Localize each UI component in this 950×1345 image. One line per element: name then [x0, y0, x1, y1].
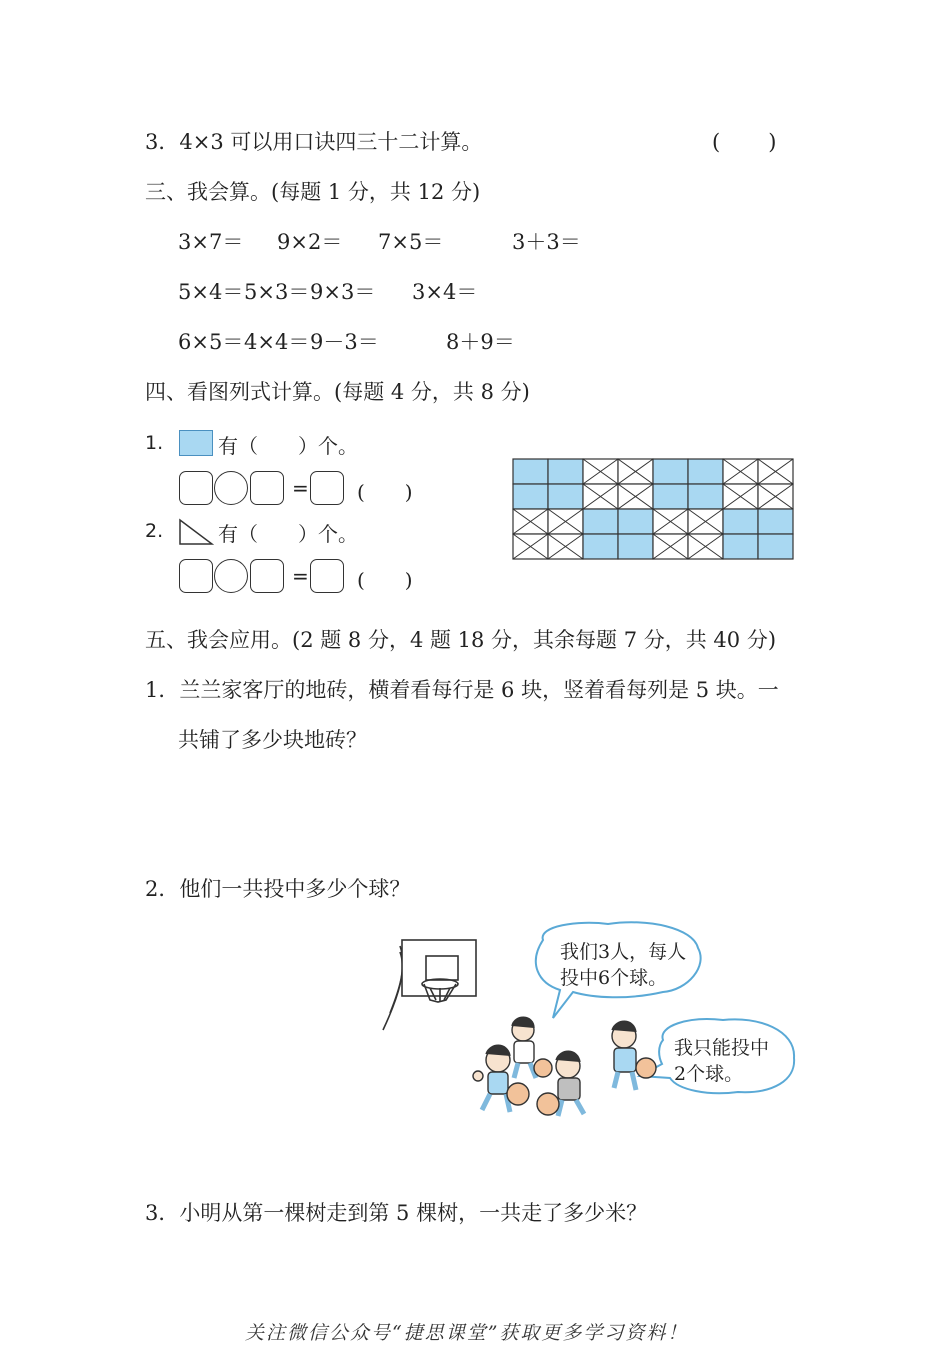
calc-item: 4×4＝ [244, 330, 310, 354]
blank-box[interactable] [179, 471, 213, 505]
blank-box[interactable] [250, 559, 284, 593]
crossed-tile [618, 459, 653, 484]
crossed-tile [583, 484, 618, 509]
calc-item: 3＋3＝ [512, 230, 581, 254]
q1-count-text: 有（ ）个。 [218, 434, 358, 458]
crossed-tile [583, 459, 618, 484]
unit-paren: ( ) [357, 568, 413, 592]
section-3-title: 三、我会算。(每题 1 分，共 12 分) [145, 180, 481, 204]
calc-item: 7×5＝ [378, 230, 444, 254]
bubble-2-line2: 2个球。 [674, 1063, 744, 1085]
footer-note: 关注微信公众号“捷思课堂”获取更多学习资料！ [245, 1322, 689, 1344]
q2-number: 2. [145, 520, 164, 542]
blue-tile [513, 459, 548, 484]
crossed-tile [513, 509, 548, 534]
calc-item: 9×2＝ [277, 230, 343, 254]
blue-tile [548, 484, 583, 509]
calc-item: 3×7＝ [178, 230, 244, 254]
calc-item: 3×4＝ [412, 280, 478, 304]
calc-item: 5×4＝ [178, 280, 244, 304]
blue-tile [723, 509, 758, 534]
equals-sign: = [292, 476, 309, 500]
unit-paren: ( ) [357, 480, 413, 504]
word-problem-2: 2．他们一共投中多少个球？ [145, 877, 411, 901]
blue-tile [758, 509, 793, 534]
word-problem-3: 3．小明从第一棵树走到第 5 棵树，一共走了多少米？ [145, 1201, 648, 1225]
crossed-tile [513, 534, 548, 559]
bubble-1-line2: 投中6个球。 [560, 967, 668, 989]
blank-result-box[interactable] [310, 471, 344, 505]
blank-operator-circle[interactable] [214, 559, 248, 593]
blue-tile [653, 459, 688, 484]
bubble-2-line1: 我只能投中 [674, 1037, 770, 1059]
word-problem-1-line1: 1．兰兰家客厅的地砖，横着看每行是 6 块，竖着看每列是 5 块。一 [145, 678, 779, 702]
crossed-tile [618, 484, 653, 509]
blank-result-box[interactable] [310, 559, 344, 593]
calc-item: 8＋9＝ [446, 330, 515, 354]
blue-tile [758, 534, 793, 559]
section-4-title: 四、看图列式计算。(每题 4 分，共 8 分) [145, 380, 530, 404]
tile-grid [512, 458, 798, 564]
blue-tile [688, 459, 723, 484]
bubble-1-line1: 我们3人，每人 [560, 941, 687, 963]
calc-item: 9×3＝ [310, 280, 376, 304]
crossed-tile [758, 459, 793, 484]
basketball-illustration [378, 918, 808, 1128]
crossed-tile [653, 509, 688, 534]
answer-paren: ( ) [712, 130, 779, 154]
crossed-tile [758, 484, 793, 509]
blank-box[interactable] [250, 471, 284, 505]
calc-item: 9－3＝ [310, 330, 379, 354]
blue-square-icon [179, 430, 213, 456]
equals-sign: = [292, 564, 309, 588]
q2-count-text: 有（ ）个。 [218, 522, 358, 546]
blue-tile [688, 484, 723, 509]
blue-tile [723, 534, 758, 559]
blank-operator-circle[interactable] [214, 471, 248, 505]
blue-tile [583, 534, 618, 559]
q1-number: 1. [145, 432, 164, 454]
word-problem-1-line2: 共铺了多少块地砖？ [178, 728, 367, 752]
true-false-question-3: 3．4×3 可以用口诀四三十二计算。 [145, 130, 483, 154]
blue-tile [618, 534, 653, 559]
triangle-icon [178, 518, 214, 546]
crossed-tile [688, 509, 723, 534]
crossed-tile [548, 534, 583, 559]
calc-item: 6×5＝ [178, 330, 244, 354]
calc-item: 5×3＝ [244, 280, 310, 304]
blue-tile [618, 509, 653, 534]
blue-tile [583, 509, 618, 534]
crossed-tile [653, 534, 688, 559]
crossed-tile [688, 534, 723, 559]
blank-box[interactable] [179, 559, 213, 593]
crossed-tile [723, 459, 758, 484]
blue-tile [653, 484, 688, 509]
crossed-tile [723, 484, 758, 509]
blue-tile [513, 484, 548, 509]
crossed-tile [548, 509, 583, 534]
blue-tile [548, 459, 583, 484]
section-5-title: 五、我会应用。(2 题 8 分，4 题 18 分，其余每题 7 分，共 40 分) [145, 628, 777, 652]
